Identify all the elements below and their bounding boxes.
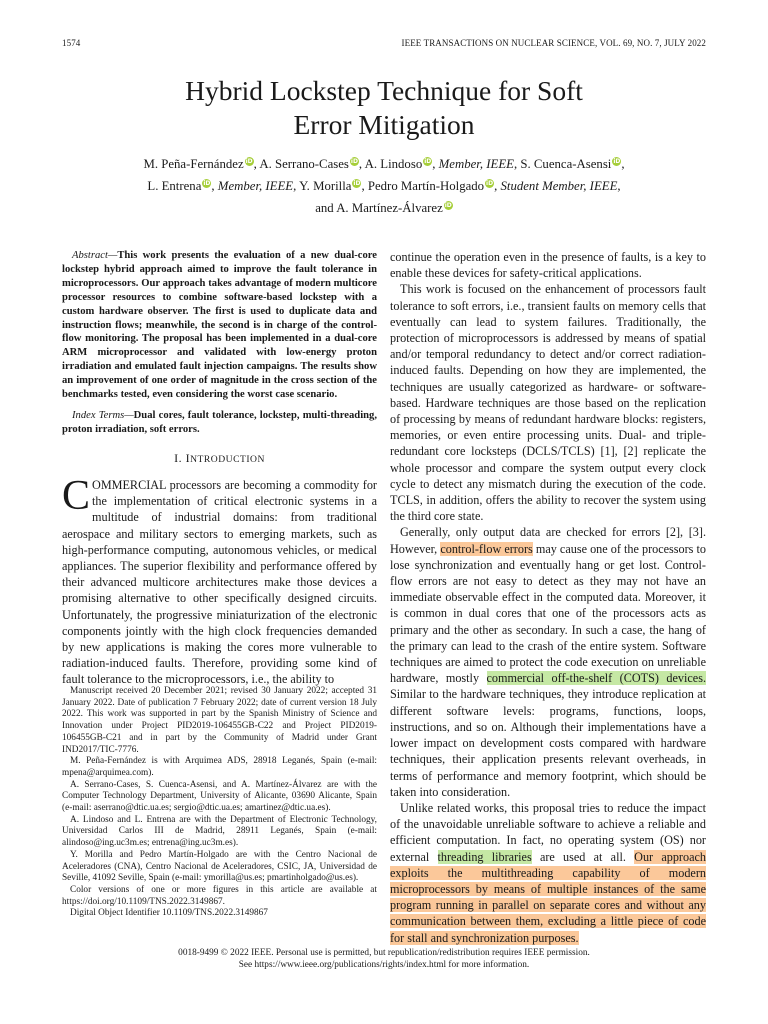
text-run: are used at all. [531,849,635,864]
section-title-rest: NTRODUCTION [190,453,265,465]
footnote-color-versions[interactable]: Color versions of one or more figures in this article are available at https://doi.org/10.1109/TNS.2022.3149867. [62,884,377,907]
index-terms-text: Dual cores, fault tolerance, lockstep, multi-threading, proton irradiation, soft errors. [62,409,377,435]
footnote-affiliation: M. Peña-Fernández is with Arquimea ADS, 28918 Leganés, Spain (e-mail: mpena@arquimea.com). [62,756,377,778]
orcid-icon[interactable]: iD [424,158,432,165]
author-name: S. Cuenca-Asensi [520,157,612,171]
footnote-affiliation: A. Serrano-Cases, S. Cuenca-Asensi, and A. Martínez-Álvarez are with the Computer Technology Department, University of Alicante, 03690 Alicante, Spain (e-mail: aserrano@dtic.ua.es; sergio@dtic.ua.es; amartinez@dtic.ua.es). [62,779,377,814]
author-name: L. Entrena [147,179,202,193]
author-role: Member, IEEE [217,179,294,193]
author-list: M. Peña-Fernández iD, A. Serrano-Cases iD, A. Lindoso iD, Member, IEEE, S. Cuenca-Asensi iD, L. Entrena iD, Member, IEEE, Y. Morilla iD, Pedro Martín-Holgado iD, Student Member, IEEE, and A. Martínez-Álvarez iD [143,157,625,215]
intro-paragraph-3 [390,524,706,799]
text-run: Similar to the hardware techniques, they introduce replication at different software levels: programs, functions, loops, instructions, and so on. Although their implementations have a lower impact on development costs compared with hardware techniques, their application presents relevant overheads, in terms of performance and memory footprint, which should be taken into consideration. [390,687,706,799]
footnote-affiliation: A. Lindoso and L. Entrena are with the Department of Electronic Technology, Universidad Carlos III de Madrid, 28911 Leganés, Spain (e-mail: alindoso@ing.uc3m.es; entrena@ing.uc3m.es). [62,814,377,849]
section-title-initial: I [185,450,191,465]
paper-title [84,74,684,142]
orcid-icon[interactable]: iD [486,180,494,187]
footnote-affiliation: Y. Morilla and Pedro Martín-Holgado are with the Centro Nacional de Aceleradores (CNA), Centro Nacional de Aceleradores, CSIC, JA, Universidad de Seville, 41092 Seville, Spain (e-mail: ymorilla@us.es; pmartinholgado@us.es). [62,849,377,884]
index-terms-label: Index Terms— [72,409,134,421]
author-name: A. Martínez-Álvarez [336,201,443,215]
rights-link-line[interactable]: See https://www.ieee.org/publications/rights/index.html for more information. [238,959,530,970]
left-column [62,249,377,688]
drop-cap: C [62,472,91,519]
index-terms [62,409,377,437]
author-role: Member, IEEE [438,157,514,171]
highlight-green[interactable]: commercial off-the-shelf (COTS) devices. [486,671,706,686]
author-conjunction: and [315,201,334,215]
orcid-icon[interactable]: iD [444,202,452,209]
right-column [390,249,706,946]
intro-paragraph-1 [62,472,377,688]
footnotes [62,686,377,920]
abstract-text: This work presents the evaluation of a new dual-core lockstep hybrid approach aimed to improve the fault tolerance in microprocessors. Our approach takes advantage of modern multicore processor resources to combine software-based lockstep with a custom hardware observer. The first is used to duplicate data and instruction flows; meanwhile, the second is in charge of the control-flow monitoring. The proposal has been implemented in a dual-core ARM microprocessor and validated with low-energy proton irradiation and emulated fault injection campaigns. The results show an improvement of one order of magnitude in the cross section of the benchmarks tested, even considering the worst case scenario. [62,250,377,401]
section-numeral: I. [174,450,186,465]
author-name: Y. Morilla [299,179,352,193]
copyright-line: 0018-9499 © 2022 IEEE. Personal use is permitted, but republication/redistribution requires IEEE permission. [178,948,590,958]
orcid-icon[interactable]: iD [353,180,361,187]
highlight-green[interactable]: threading libraries [437,849,532,864]
copyright-notice [62,948,706,971]
abstract-label: Abstract— [72,250,118,261]
title-line-1: Hybrid Lockstep Technique for Soft [185,75,583,106]
text-run: may cause one of the processors to lose synchronization and eventually hang or get lost. Control-flow errors are not easy to detect as they may not have an immediate observable effect in the computed data. Moreover, it is common in dual cores that one of the processors acts as primary and the other as secondary. In such a case, the hang of the primary can lead to the crash of the entire system. Software techniques are aimed to protect the code execution on unreliable hardware, mostly [390,541,706,686]
author-name: Pedro Martín-Holgado [367,179,485,193]
intro-paragraph-2: This work is focused on the enhancement of processors fault tolerance to soft errors, i.e., transient faults on memory cells that eventually can lead to system failures. Traditionally, the protection of microprocessors is addressed by means of spatial and/or temporal redundancy to detect and/or correct radiation-induced faults. Depending on how they are implemented, the techniques are usually categorized as hardware- or software-based. Hardware techniques are those based on the replication of processing by means of redundant hardware blocks: registers, memories, or even entire processing units. Dual- and triple-redundant core locksteps (DCLS/TCLS) [1], [2] replicate the whole processor and compare the system output every clock cycle to detect any mismatch during the execution of the code. TCLS, in addition, offers the ability to recover the system using the third core state. [390,282,706,524]
intro-p1-text: OMMERCIAL processors are becoming a commodity for the implementation of critical electronic systems in a multitude of industrial domains: from traditional aerospace and military sectors to emerging markets, such as high-performance computing, autonomous vehicles, or medical appliances. The superior flexibility and performance offered by their advanced multicore architectures make those devices a promising alternative to other specifically designed circuits. Unfortunately, the progressive miniaturization of the electronic components jointly with the high clock frequencies demanded by new applications is making the cores more vulnerable to radiation-induced faults. Therefore, providing some kind of fault tolerance to the microprocessors, i.e., the ability to [62,477,377,687]
running-header: IEEE TRANSACTIONS ON NUCLEAR SCIENCE, VOL. 69, NO. 7, JULY 2022 [401,38,706,48]
abstract [62,249,377,402]
text-run: Unlike related works, this proposal tries to reduce the impact of the unavoidable unreliable software to achieve a reliable and efficient computation. In fact, no operating system (OS) nor external [390,800,706,864]
footnote-manuscript: Manuscript received 20 December 2021; revised 30 January 2022; accepted 31 January 2022. Date of publication 7 February 2022; date of current version 18 July 2022. This work was supported in part by the Spanish Ministry of Science and Innovation under Project PID2019-106455GB-C22 and Project PID2019-106455GB-C21 and in part by the Community of Madrid under Grant IND2017/TIC-7776. [62,686,377,755]
orcid-icon[interactable]: iD [203,180,211,187]
orcid-icon[interactable]: iD [350,158,358,165]
page-number: 1574 [62,38,81,48]
title-line-2: Error Mitigation [293,109,475,140]
section-heading-introduction [62,450,377,468]
author-role: Student Member, IEEE [500,179,618,193]
orcid-icon[interactable]: iD [613,158,621,165]
footnote-doi: Digital Object Identifier 10.1109/TNS.2022.3149867 [70,908,268,919]
author-name: M. Peña-Fernández [143,157,244,171]
orcid-icon[interactable]: iD [245,158,253,165]
highlight-orange[interactable]: control-flow errors [440,541,533,556]
intro-paragraph-4 [390,800,706,946]
author-name: A. Lindoso [364,157,423,171]
text-run: Generally, only output data are checked for errors [2], [3]. However, [390,525,706,556]
author-name: A. Serrano-Cases [259,157,349,171]
highlight-orange[interactable]: Our approach exploits the multithreading capability of modern microprocessors by means of multiple instances of the same program running in parallel on separate cores and without any communication between them, excluding a little piece of code for stall and synchronization purposes. [390,849,706,945]
intro-p1-continued: continue the operation even in the presence of faults, is a key to enable these devices for safety-critical applications. [390,250,706,281]
